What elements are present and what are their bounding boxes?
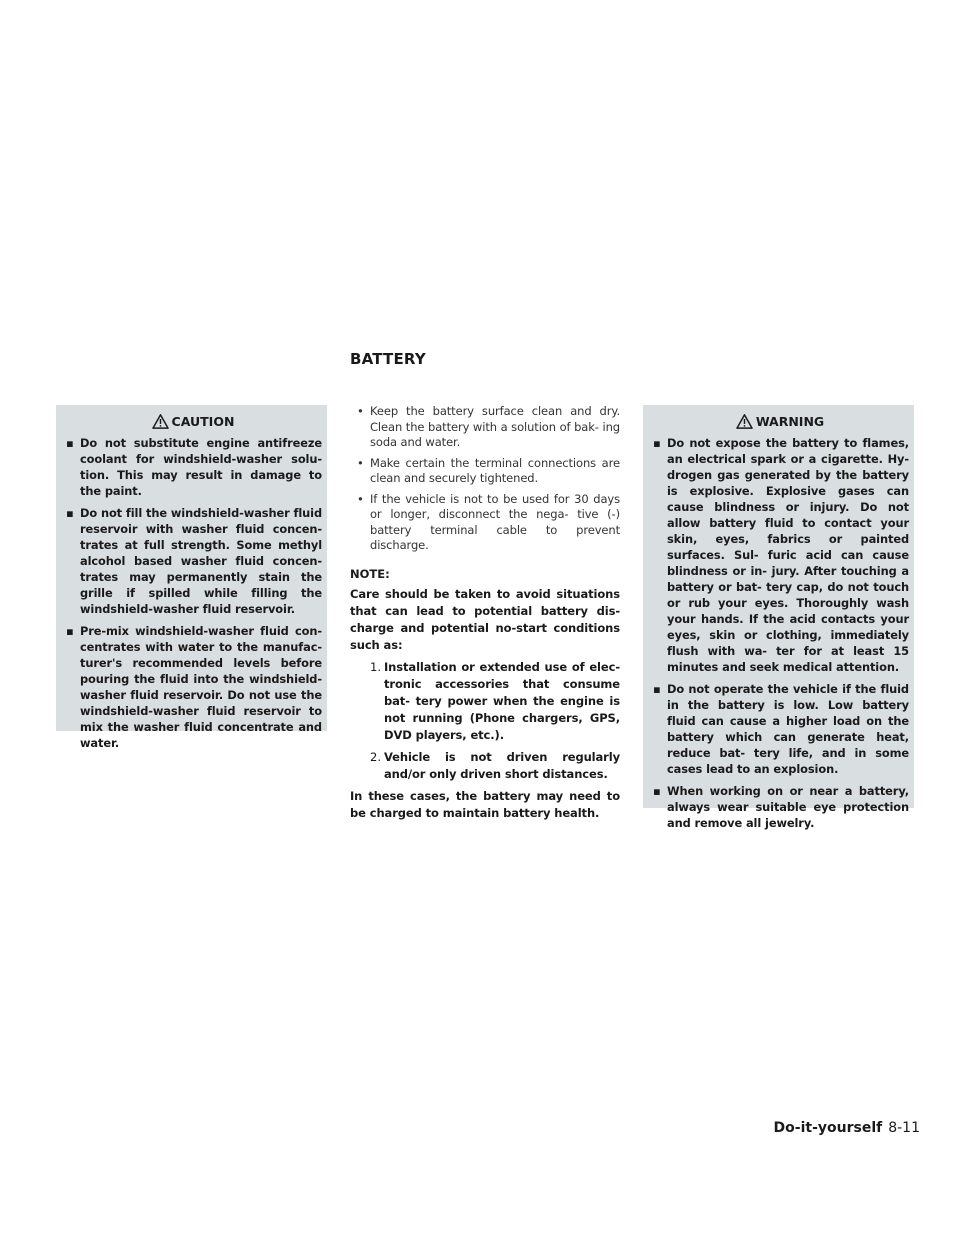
note-heading: NOTE: <box>350 566 390 581</box>
battery-tip: • Make certain the terminal connections are clean and securely tightened. <box>350 456 620 487</box>
page-footer <box>774 1120 920 1136</box>
chapter-name: Do-it-yourself <box>773 1120 883 1136</box>
note-item-text: Vehicle is not driven regularly and/or only driven short distances. <box>384 749 620 781</box>
warning-item: ▪ Do not expose the battery to flames, an electrical spark or a cigarette. Hy- drogen gas generated by the battery is explosive. Explosive gases can cause blindness or injury. Do not allow battery fluid to contact your skin, eyes, fabrics or painted surfaces. Sul- furic acid can cause blindness or in- jury. After touching a battery or bat- tery cap, do not touch or rub your eyes. Thoroughly wash your hands. If the acid contacts your eyes, skin or clothing, immediately flush with wa- ter for at least 15 minutes and seek medical attention. <box>651 435 909 675</box>
note-item <box>350 749 620 783</box>
note-item-text: Installation or extended use of elec- tronic accessories that consume bat- tery power when the engine is not running (Phone chargers, GPS, DVD players, etc.). <box>384 659 620 742</box>
caution-item: ▪ Do not fill the windshield-washer fluid reservoir with washer fluid concen- trates at full strength. Some methyl alcohol based washer fluid concen- trates may permanently stain the grille if spilled while filling the windshield-washer fluid reservoir. <box>64 505 322 617</box>
note-item-number: 2. <box>370 749 381 764</box>
caution-box <box>56 405 327 750</box>
warning-triangle-icon <box>152 414 169 429</box>
page-number: 8-11 <box>888 1120 920 1136</box>
warning-triangle-icon <box>736 414 753 429</box>
warning-box <box>643 405 914 830</box>
caution-heading: CAUTION <box>171 413 235 429</box>
battery-tip: • If the vehicle is not to be used for 30 days or longer, disconnect the nega- tive (-) battery terminal cable to prevent discharge. <box>350 492 620 554</box>
battery-tips-list <box>350 404 620 554</box>
caution-item: ▪ Do not substitute engine antifreeze coolant for windshield-washer solu- tion. This may result in damage to the paint. <box>64 435 322 499</box>
warning-heading: WARNING <box>755 413 825 429</box>
battery-tip: • Keep the battery surface clean and dry. Clean the battery with a solution of bak- ing soda and water. <box>350 404 620 451</box>
caution-list <box>64 435 322 751</box>
note-intro: Care should be taken to avoid situations that can lead to potential battery dis- charge and potential no-start conditions such as: <box>350 586 620 652</box>
caution-header <box>64 411 322 431</box>
note-list <box>350 659 620 783</box>
note-item <box>350 659 620 744</box>
warning-item: ▪ Do not operate the vehicle if the fluid in the battery is low. Low battery fluid can cause a higher load on the battery which can generate heat, reduce bat- tery life, and in some cases lead to an explosion. <box>651 681 909 777</box>
note-outro: In these cases, the battery may need to be charged to maintain battery health. <box>350 788 620 820</box>
warning-header <box>651 411 909 431</box>
section-title: BATTERY <box>350 350 426 368</box>
warning-item: ▪ When working on or near a battery, always wear suitable eye protection and remove all jewelry. <box>651 783 909 831</box>
note-item-number: 1. <box>370 659 381 674</box>
battery-column <box>350 404 620 827</box>
warning-list <box>651 435 909 831</box>
caution-item: ▪ Pre-mix windshield-washer fluid con- centrates with water to the manufac- turer's recommended levels before pouring the fluid into the windshield- washer fluid reservoir. Do not use the windshield-washer fluid reservoir to mix the washer fluid concentrate and water. <box>64 623 322 751</box>
